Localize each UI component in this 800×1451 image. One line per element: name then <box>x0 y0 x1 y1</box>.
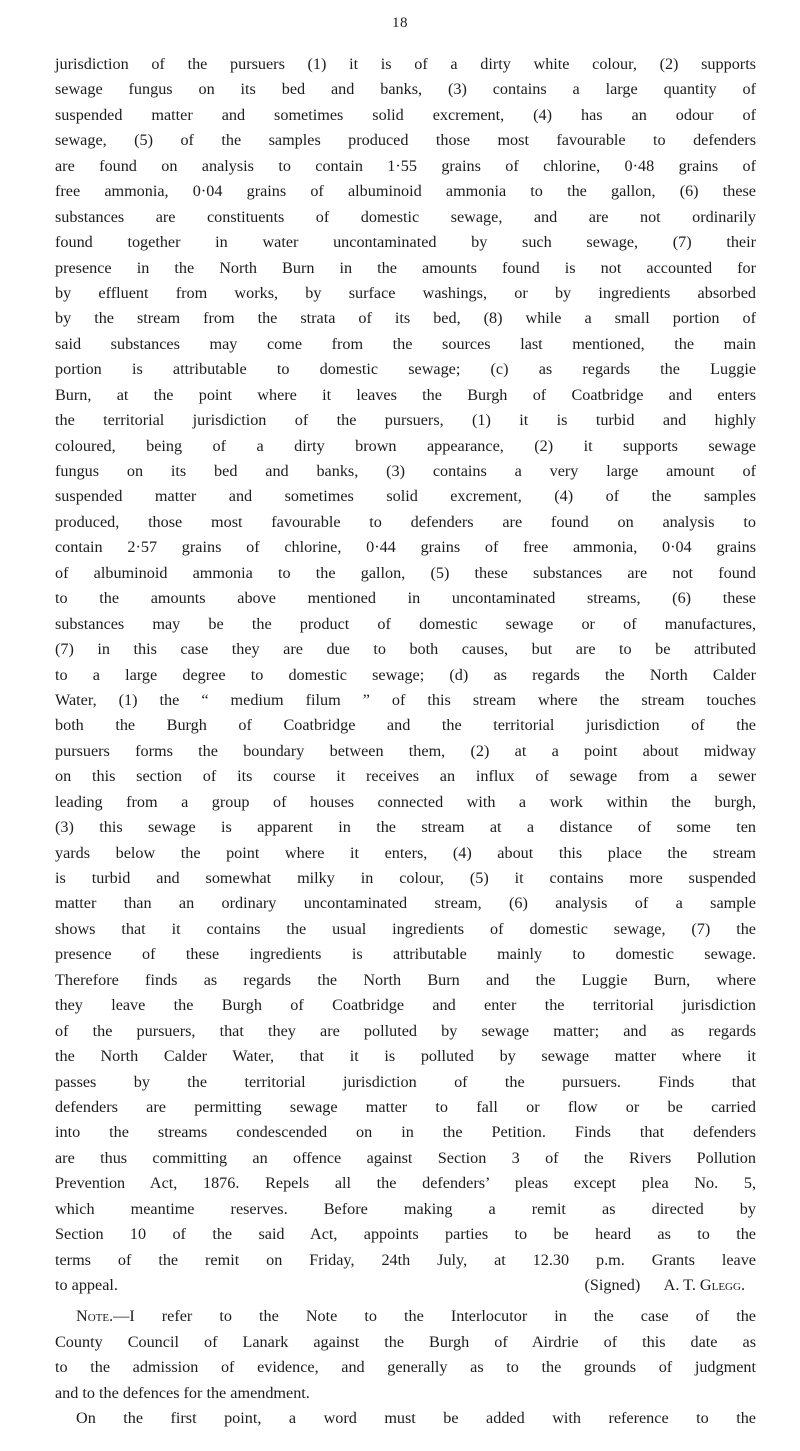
note-line: County Council of Lanark against the Burgh of Airdrie of this date as <box>55 1332 756 1351</box>
note-final-line: On the first point, a word must be added with reference to the <box>76 1409 756 1428</box>
paragraph-line: terms of the remit on Friday, 24th July, at 12.30 p.m. Grants leave <box>55 1250 756 1269</box>
note-line: to the admission of evidence, and generally as to the grounds of judgment <box>55 1358 756 1377</box>
paragraph-line: leading from a group of houses connected with a work within the burgh, <box>55 792 756 811</box>
paragraph-line: into the streams condescended on in the Petition. Finds that defenders <box>55 1123 756 1142</box>
paragraph-line: presence of these ingredients is attributable mainly to domestic sewage. <box>55 945 756 964</box>
paragraph-line: yards below the point where it enters, (4) about this place the stream <box>55 843 756 862</box>
paragraph-line: Water, (1) the “ medium filum ” of this stream where the stream touches <box>55 690 756 709</box>
paragraph-line: said substances may come from the sources last mentioned, the main <box>55 334 756 353</box>
paragraph-line: they leave the Burgh of Coatbridge and enter the territorial jurisdiction <box>55 996 756 1015</box>
paragraph-line: portion is attributable to domestic sewage; (c) as regards the Luggie <box>55 360 756 379</box>
paragraph-line: to the amounts above mentioned in uncontaminated streams, (6) these <box>55 589 756 608</box>
paragraph-line: presence in the North Burn in the amounts found is not accounted for <box>55 258 756 277</box>
paragraph-line: the North Calder Water, that it is polluted by sewage matter where it <box>55 1047 756 1066</box>
note-label: Note. <box>76 1307 114 1326</box>
paragraph-line: contain 2·57 grains of chlorine, 0·44 grains of free ammonia, 0·04 grains <box>55 538 756 557</box>
paragraph-line: free ammonia, 0·04 grains of albuminoid ammonia to the gallon, (6) these <box>55 182 756 201</box>
signatory-surname: Glegg. <box>699 1276 745 1294</box>
paragraph-line: by effluent from works, by surface washings, or by ingredients absorbed <box>55 283 756 302</box>
signed-label: (Signed) <box>584 1276 641 1294</box>
paragraph-line: Burn, at the point where it leaves the Burgh of Coatbridge and enters <box>55 385 756 404</box>
paragraph-line: Prevention Act, 1876. Repels all the defenders’ pleas except plea No. 5, <box>55 1174 756 1193</box>
paragraph-line: which meantime reserves. Before making a remit as directed by <box>55 1199 756 1218</box>
paragraph-line: both the Burgh of Coatbridge and the territorial jurisdiction of the <box>55 716 756 735</box>
paragraph-line: of albuminoid ammonia to the gallon, (5) these substances are not found <box>55 563 756 582</box>
signature-line <box>55 1273 756 1298</box>
signature-block <box>585 1273 757 1298</box>
paragraph-line: to a large degree to domestic sewage; (d) as regards the North Calder <box>55 665 756 684</box>
paragraph-line: coloured, being of a dirty brown appearance, (2) it supports sewage <box>55 436 756 455</box>
paragraph-line: substances may be the product of domestic sewage or of manufactures, <box>55 614 756 633</box>
paragraph-line: defenders are permitting sewage matter to fall or flow or be carried <box>55 1097 756 1116</box>
note-paragraph <box>55 1304 756 1431</box>
paragraph-line: shows that it contains the usual ingredients of domestic sewage, (7) the <box>55 919 756 938</box>
note-line: and to the defences for the amendment. <box>55 1383 310 1402</box>
paragraph-line: sewage, (5) of the samples produced those most favourable to defenders <box>55 131 756 150</box>
signatory-initials: A. T. <box>663 1276 696 1294</box>
paragraph-line: produced, those most favourable to defenders are found on analysis to <box>55 512 756 531</box>
paragraph-line: on this section of its course it receives an influx of sewage from a sewer <box>55 767 756 786</box>
note-line <box>55 1304 756 1329</box>
paragraph-line: (7) in this case they are due to both causes, but are to be attributed <box>55 640 756 659</box>
paragraph-line: of the pursuers, that they are polluted by sewage matter; and as regards <box>55 1021 756 1040</box>
paragraph-line: suspended matter and sometimes solid excrement, (4) has an odour of <box>55 105 756 124</box>
note-first-text: —I refer to the Note to the Interlocutor in the case of the <box>113 1307 756 1326</box>
paragraph-line: substances are constituents of domestic sewage, and are not ordinarily <box>55 207 756 226</box>
paragraph-line: sewage fungus on its bed and banks, (3) contains a large quantity of <box>55 80 756 99</box>
paragraph-line: Section 10 of the said Act, appoints parties to be heard as to the <box>55 1225 756 1244</box>
paragraph-line: fungus on its bed and banks, (3) contains a very large amount of <box>55 462 756 480</box>
paragraph-line: (3) this sewage is apparent in the stream at a distance of some ten <box>55 818 756 837</box>
paragraph-line: matter than an ordinary uncontaminated stream, (6) analysis of a sample <box>55 894 756 913</box>
paragraph-line: by the stream from the strata of its bed, (8) while a small portion of <box>55 309 756 328</box>
paragraph-line: jurisdiction of the pursuers (1) it is of a dirty white colour, (2) supports <box>55 55 756 73</box>
interlocutor-paragraph <box>55 52 756 1273</box>
paragraph-line: are found on analysis to contain 1·55 grains of chlorine, 0·48 grains of <box>55 156 756 175</box>
signature-left-text: to appeal. <box>55 1276 118 1294</box>
paragraph-line: passes by the territorial jurisdiction of the pursuers. Finds that <box>55 1072 756 1091</box>
paragraph-line: the territorial jurisdiction of the pursuers, (1) it is turbid and highly <box>55 411 756 430</box>
paragraph-line: pursuers forms the boundary between them, (2) at a point about midway <box>55 741 756 760</box>
paragraph-line: suspended matter and sometimes solid excrement, (4) of the samples <box>55 487 756 506</box>
paragraph-line: found together in water uncontaminated by such sewage, (7) their <box>55 233 756 252</box>
paragraph-line: is turbid and somewhat milky in colour, (5) it contains more suspended <box>55 869 756 887</box>
paragraph-line: are thus committing an offence against Section 3 of the Rivers Pollution <box>55 1148 756 1167</box>
paragraph-line: Therefore finds as regards the North Burn and the Luggie Burn, where <box>55 970 756 989</box>
page-number: 18 <box>392 15 408 31</box>
main-text <box>55 52 756 1432</box>
